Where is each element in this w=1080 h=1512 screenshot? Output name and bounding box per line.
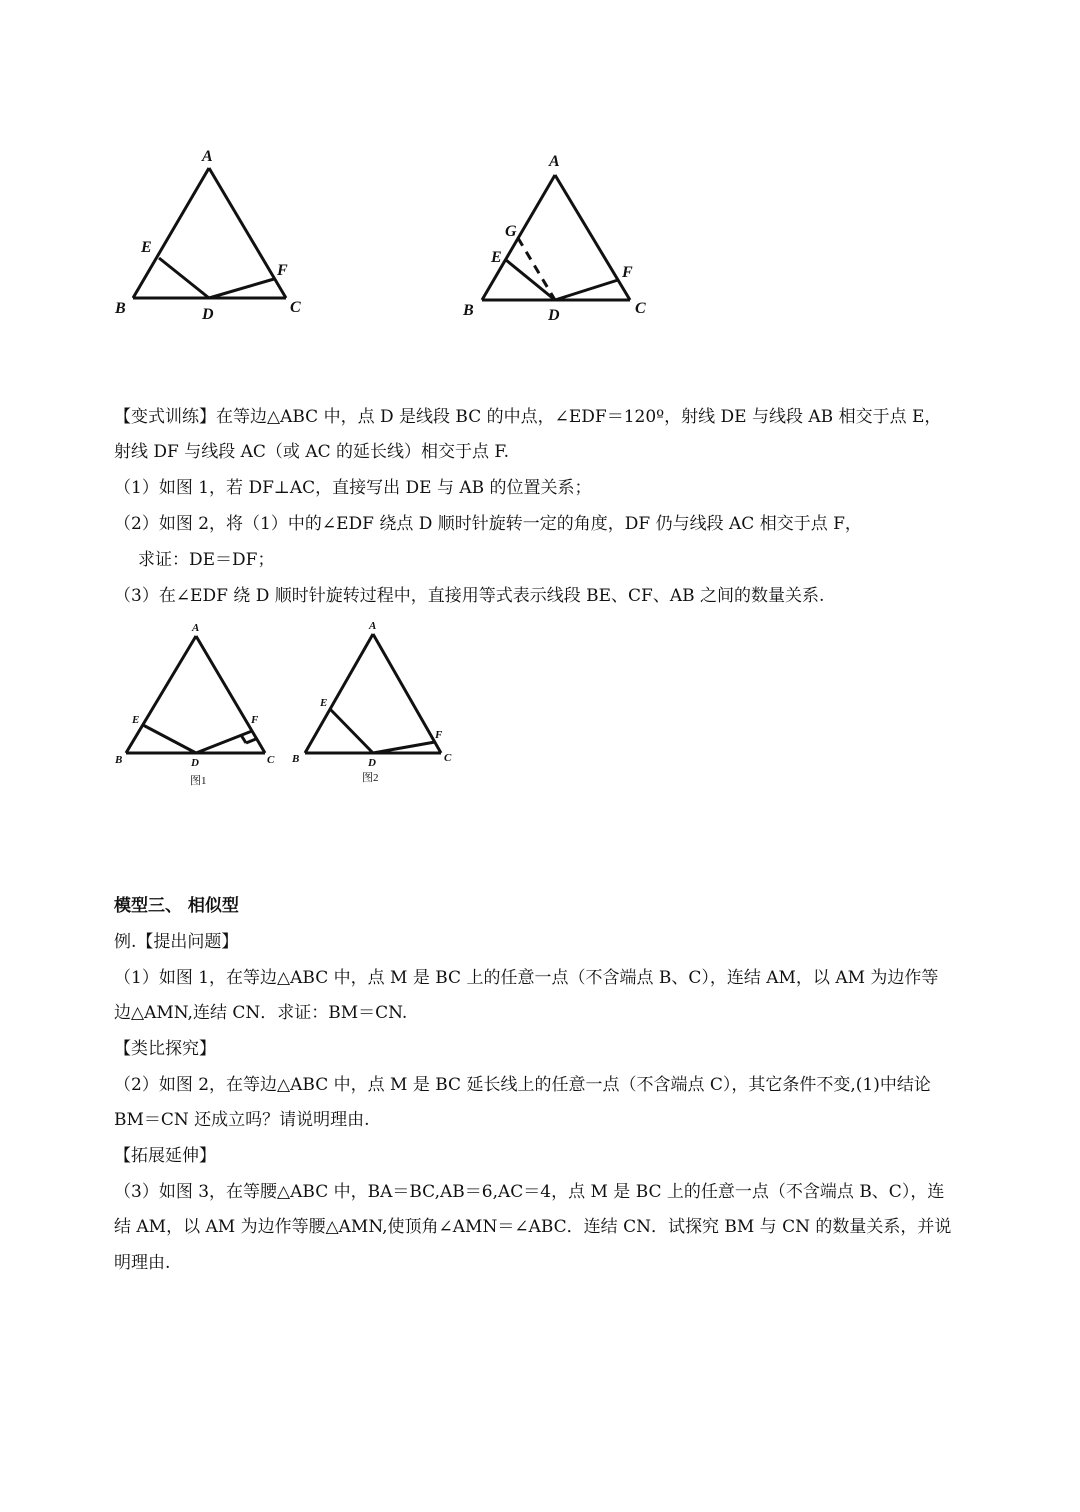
problem-1-line-1: （1）如图 1，在等边△ABC 中，点 M 是 BC 上的任意一点（不含端点 B、C），连结 AM，以 AM 为边作等 [114, 968, 939, 988]
label-b: B [115, 300, 126, 317]
problem-3-line-3: 明理由. [114, 1253, 171, 1273]
label-a: A [192, 622, 200, 634]
label-c: C [290, 299, 301, 316]
label-d: D [202, 306, 214, 323]
label-c: C [635, 300, 646, 317]
problem-3-line-2: 结 AM，以 AM 为边作等腰△AMN,使顶角∠AMN＝∠ABC．连结 CN．试探究 BM 与 CN 的数量关系，并说 [114, 1217, 952, 1237]
variant-question-2-proof: 求证：DE＝DF； [138, 550, 275, 570]
label-b: B [115, 754, 123, 766]
problem-1-line-2: 边△AMN,连结 CN．求证：BM＝CN. [114, 1003, 408, 1023]
side-ab [305, 634, 373, 753]
label-e: E [320, 697, 328, 709]
variant-question-3: （3）在∠EDF 绕 D 顺时针旋转过程中，直接用等式表示线段 BE、CF、AB 之间的数量关系. [114, 586, 825, 606]
label-a: A [549, 153, 560, 170]
label-d: D [548, 307, 560, 324]
problem-3-line-1: （3）如图 3，在等腰△ABC 中，BA＝BC,AB＝6,AC＝4，点 M 是 BC 上的任意一点（不含端点 B、C），连 [114, 1182, 945, 1202]
variant-line-1: 【变式训练】在等边△ABC 中，点 D 是线段 BC 的中点，∠EDF＝120º，射线 DE 与线段 AB 相交于点 E， [114, 407, 942, 427]
label-g: G [505, 223, 517, 240]
side-ac [373, 634, 441, 753]
segment-df [373, 742, 435, 753]
label-f: F [277, 262, 288, 279]
label-d: D [191, 757, 199, 769]
analogy-tag: 【类比探究】 [114, 1039, 216, 1059]
fig2-caption: 图2 [362, 772, 379, 784]
label-c: C [267, 754, 275, 766]
label-f: F [435, 729, 443, 741]
label-e: E [141, 239, 152, 256]
label-a: A [369, 620, 377, 632]
variant-question-2: （2）如图 2，将（1）中的∠EDF 绕点 D 顺时针旋转一定的角度，DF 仍与线段 AC 相交于点 F， [114, 514, 862, 534]
label-d: D [368, 757, 376, 769]
section-heading: 模型三、 相似型 [114, 896, 239, 916]
label-e: E [491, 249, 502, 266]
variant-line-2: 射线 DF 与线段 AC（或 AC 的延长线）相交于点 F. [114, 442, 509, 462]
label-b: B [292, 753, 300, 765]
extend-tag: 【拓展延伸】 [114, 1146, 216, 1166]
example-tag: 例.【提出问题】 [114, 932, 239, 952]
problem-2-line-1: （2）如图 2，在等边△ABC 中，点 M 是 BC 延长线上的任意一点（不含端点 C），其它条件不变,(1)中结论 [114, 1075, 931, 1095]
label-b: B [463, 302, 474, 319]
label-f: F [251, 714, 259, 726]
label-c: C [444, 752, 452, 764]
label-e: E [132, 714, 140, 726]
label-f: F [622, 264, 633, 281]
fig1-caption: 图1 [190, 775, 207, 787]
variant-question-1: （1）如图 1，若 DF⊥AC，直接写出 DE 与 AB 的位置关系； [114, 478, 592, 498]
label-a: A [202, 148, 213, 165]
problem-2-line-2: BM＝CN 还成立吗？请说明理由. [114, 1110, 370, 1130]
segment-de [330, 709, 373, 753]
